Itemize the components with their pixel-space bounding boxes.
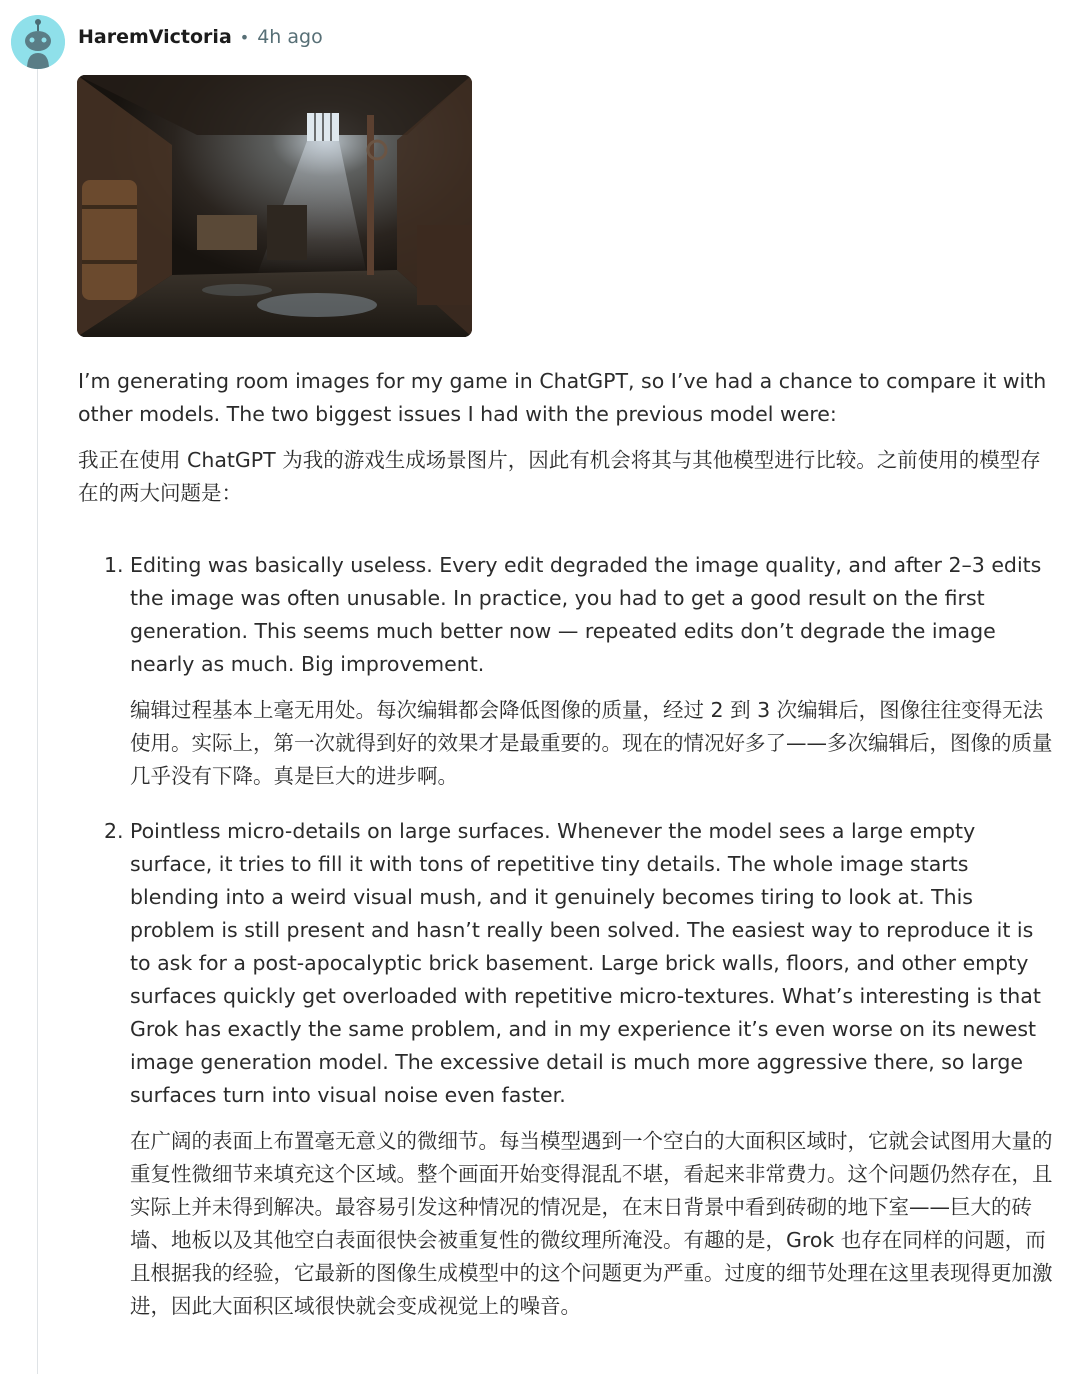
comment-image[interactable] xyxy=(77,75,472,337)
basement-scene-image xyxy=(77,75,472,337)
snoo-avatar-icon xyxy=(11,15,65,69)
meta-separator: • xyxy=(239,27,250,47)
list-number: 1. xyxy=(104,553,124,577)
username-link[interactable]: HaremVictoria xyxy=(78,26,232,48)
list-item-chinese: 编辑过程基本上毫无用处。每次编辑都会降低图像的质量，经过 2 到 3 次编辑后，图像往往变得无法使用。实际上，第一次就得到好的效果才是最重要的。现在的情况好多了——多次编辑后，图像的质量几乎没有下降。真是巨大的进步啊。 xyxy=(130,698,1053,788)
thread-line xyxy=(37,64,38,1374)
intro-english: I’m generating room images for my game in ChatGPT, so I’ve had a chance to compare it with other models. The two biggest issues I had with the previous model were: xyxy=(78,369,1047,426)
issues-list xyxy=(78,549,1058,1323)
comment-header xyxy=(78,22,323,52)
list-item xyxy=(78,549,1058,793)
list-item-chinese: 在广阔的表面上布置毫无意义的微细节。每当模型遇到一个空白的大面积区域时，它就会试图用大量的重复性微细节来填充这个区域。整个画面开始变得混乱不堪，看起来非常费力。这个问题仍然存在，且实际上并未得到解决。最容易引发这种情况的情况是，在末日背景中看到砖砌的地下室——巨大的砖墙、地板以及其他空白表面很快会被重复性的微纹理所淹没。有趣的是，Grok 也存在同样的问题，而且根据我的经验，它最新的图像生成模型中的这个问题更为严重。过度的细节处理在这里表现得更加激进，因此大面积区域很快就会变成视觉上的噪音。 xyxy=(130,1129,1053,1318)
user-avatar[interactable] xyxy=(11,15,65,69)
list-item-english: Pointless micro-details on large surfaces. Whenever the model sees a large empty surface, it tries to fill it with tons of repetitive tiny details. The whole image starts blending into a weird visual mush, and it genuinely becomes tiring to look at. This problem is still present and hasn’t really been solved. The easiest way to reproduce it is to ask for a post-apocalyptic brick basement. Large brick walls, floors, and other empty surfaces quickly get overloaded with repetitive micro-textures. What’s interesting is that Grok has exactly the same problem, and in my experience it’s even worse on its newest image generation model. The excessive detail is much more aggressive there, so large surfaces turn into visual noise even faster. xyxy=(130,819,1041,1107)
list-item-english: Editing was basically useless. Every edit degraded the image quality, and after 2–3 edits the image was often unusable. In practice, you had to get a good result on the first generation. This seems much better now — repeated edits don’t degrade the image nearly as much. Big improvement. xyxy=(130,553,1042,676)
comment-body xyxy=(78,365,1058,1345)
list-number: 2. xyxy=(104,819,124,843)
intro-chinese: 我正在使用 ChatGPT 为我的游戏生成场景图片，因此有机会将其与其他模型进行比较。之前使用的模型存在的两大问题是： xyxy=(78,448,1041,505)
list-item xyxy=(78,815,1058,1323)
timestamp[interactable]: 4h ago xyxy=(257,26,323,48)
